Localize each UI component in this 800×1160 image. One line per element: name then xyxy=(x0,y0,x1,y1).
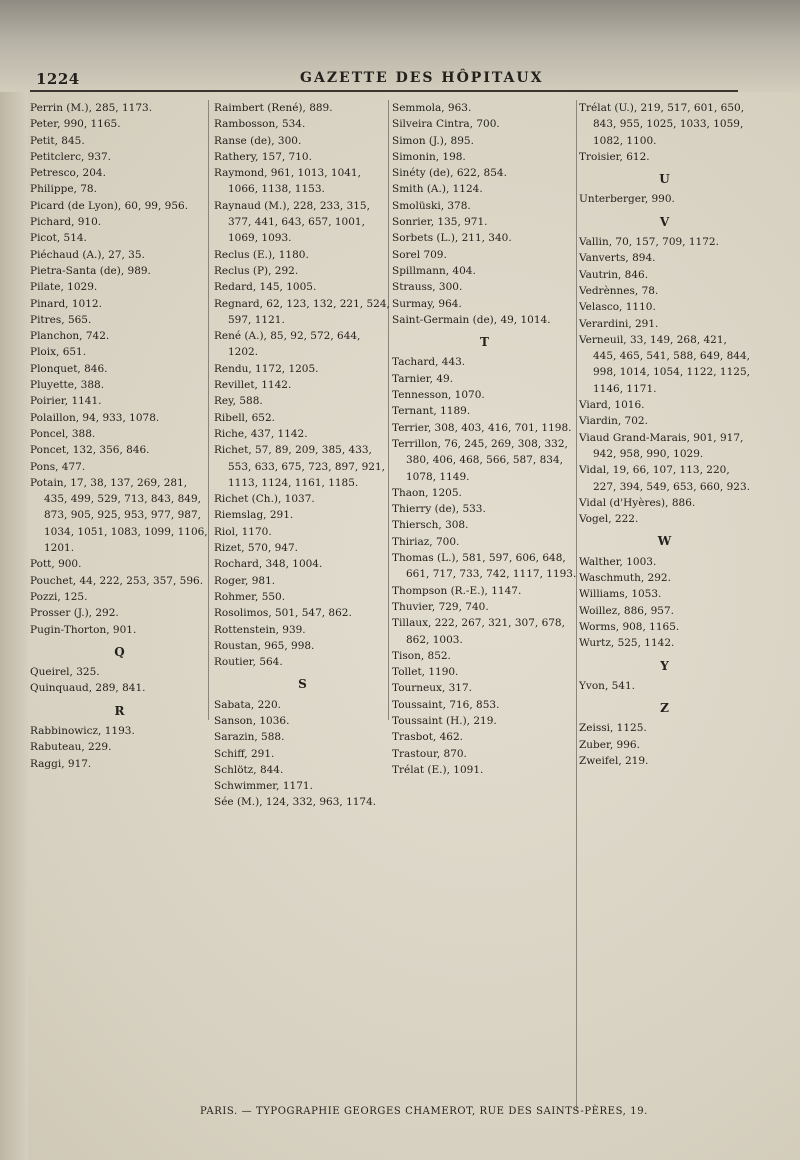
index-entry: Yvon, 541. xyxy=(579,679,636,692)
index-entry: Revillet, 1142. xyxy=(214,379,292,392)
index-entry: Vogel, 222. xyxy=(579,513,639,526)
index-entry: Tillaux, 222, 267, 321, 307, 678, 862, 1003. xyxy=(392,617,565,646)
index-entry: Verneuil, 33, 149, 268, 421, 445, 465, 541, 588, 649, 844, 998, 1014, 1054, 1122, 1125, 1146, 1171. xyxy=(579,333,750,395)
index-entry: Tollet, 1190. xyxy=(392,666,459,679)
index-entry: Rohmer, 550. xyxy=(214,590,286,603)
index-entry: Picard (de Lyon), 60, 99, 956. xyxy=(30,199,189,212)
index-entry: Troisier, 612. xyxy=(579,150,650,163)
index-entry: Poirier, 1141. xyxy=(30,395,102,408)
index-entry: Planchon, 742. xyxy=(30,330,110,343)
index-entry: Ranse (de), 300. xyxy=(214,134,302,147)
index-entry: Ribell, 652. xyxy=(214,411,275,424)
binding-edge xyxy=(0,0,28,1160)
index-entry: Toussaint (H.), 219. xyxy=(392,714,497,727)
index-column-4 xyxy=(579,100,751,769)
index-entry: Peter, 990, 1165. xyxy=(30,118,121,131)
index-entry: Riemslag, 291. xyxy=(214,509,294,522)
index-entry: Schiff, 291. xyxy=(214,747,275,760)
section-letter: Y xyxy=(660,658,670,673)
index-entry: Rottenstein, 939. xyxy=(214,623,306,636)
index-entry: Verardini, 291. xyxy=(579,317,659,330)
index-entry: Rey, 588. xyxy=(214,395,263,408)
index-entry: Silveira Cintra, 700. xyxy=(392,118,500,131)
index-entry: Thiersch, 308. xyxy=(392,519,469,532)
index-entry: Sorbets (L.), 211, 340. xyxy=(392,232,512,245)
index-entry: Sonrier, 135, 971. xyxy=(392,216,488,229)
index-entry: Rosolimos, 501, 547, 862. xyxy=(214,607,352,620)
index-entry: Sinéty (de), 622, 854. xyxy=(392,167,507,180)
page-number: 1224 xyxy=(36,70,80,88)
index-entry: Poncet, 132, 356, 846. xyxy=(30,444,150,457)
index-entry: Tennesson, 1070. xyxy=(392,389,485,402)
index-entry: Reclus (E.), 1180. xyxy=(214,248,309,261)
index-entry: Zweifel, 219. xyxy=(579,754,649,767)
index-entry: Ternant, 1189. xyxy=(392,405,471,418)
index-entry: Sabata, 220. xyxy=(214,698,281,711)
index-entry: Strauss, 300. xyxy=(392,281,463,294)
index-column-2 xyxy=(214,100,392,811)
index-entry: Woillez, 886, 957. xyxy=(579,604,674,617)
index-entry: Spillmann, 404. xyxy=(392,264,476,277)
index-entry: Regnard, 62, 123, 132, 221, 524, 597, 1121. xyxy=(214,297,390,326)
index-entry: Viaud Grand-Marais, 901, 917, 942, 958, 990, 1029. xyxy=(579,431,744,460)
index-entry: Roustan, 965, 998. xyxy=(214,639,315,652)
index-entry: Vanverts, 894. xyxy=(579,252,656,265)
header-rule xyxy=(30,90,738,92)
index-entry: Thomas (L.), 581, 597, 606, 648, 661, 717, 733, 742, 1117, 1193. xyxy=(392,552,577,581)
index-entry: Saint-Germain (de), 49, 1014. xyxy=(392,313,551,326)
index-entry: Toussaint, 716, 853. xyxy=(392,698,500,711)
index-entry: Riche, 437, 1142. xyxy=(214,427,308,440)
index-column-3 xyxy=(392,100,578,778)
section-letter: U xyxy=(659,172,671,187)
index-entry: Viardin, 702. xyxy=(579,415,648,428)
index-entry: Rizet, 570, 947. xyxy=(214,542,298,555)
index-entry: Walther, 1003. xyxy=(579,555,657,568)
index-entry: Pott, 900. xyxy=(30,558,82,571)
index-entry: Williams, 1053. xyxy=(579,588,662,601)
index-entry: Riol, 1170. xyxy=(214,525,272,538)
index-entry: Simon (J.), 895. xyxy=(392,134,474,147)
index-entry: Trastour, 870. xyxy=(392,747,467,760)
index-entry: Tarnier, 49. xyxy=(392,372,454,385)
section-letter: S xyxy=(298,677,308,692)
index-entry: Pouchet, 44, 222, 253, 357, 596. xyxy=(30,574,204,587)
section-letter: V xyxy=(659,214,671,229)
index-entry: Piéchaud (A.), 27, 35. xyxy=(30,248,145,261)
index-entry: Ploix, 651. xyxy=(30,346,87,359)
index-entry: Tachard, 443. xyxy=(392,356,466,369)
printer-imprint: PARIS. — TYPOGRAPHIE GEORGES CHAMEROT, RUE DES SAINTS-PÈRES, 19. xyxy=(200,1106,648,1117)
index-entry: Vedrènnes, 78. xyxy=(579,284,659,297)
section-letter: W xyxy=(657,534,673,549)
index-column-1 xyxy=(30,100,210,772)
index-entry: Worms, 908, 1165. xyxy=(579,620,680,633)
index-entry: Petresco, 204. xyxy=(30,167,106,180)
index-entry: Philippe, 78. xyxy=(30,183,97,196)
index-entry: Schlötz, 844. xyxy=(214,763,284,776)
section-letter: Q xyxy=(114,644,126,659)
index-entry: Thierry (de), 533. xyxy=(392,503,486,516)
index-entry: Rochard, 348, 1004. xyxy=(214,558,323,571)
index-entry: Polaillon, 94, 933, 1078. xyxy=(30,411,160,424)
index-entry: Pichard, 910. xyxy=(30,216,102,229)
index-entry: Perrin (M.), 285, 1173. xyxy=(30,102,153,114)
index-entry: Vautrin, 846. xyxy=(579,268,649,281)
index-entry: Prosser (J.), 292. xyxy=(30,607,119,620)
index-entry: Pietra-Santa (de), 989. xyxy=(30,264,151,277)
section-letter: R xyxy=(114,703,126,718)
index-entry: Zeissi, 1125. xyxy=(579,722,647,735)
index-entry: Wurtz, 525, 1142. xyxy=(579,637,675,650)
index-entry: Vidal, 19, 66, 107, 113, 220, 227, 394, 549, 653, 660, 923. xyxy=(579,464,750,493)
index-entry: Tourneux, 317. xyxy=(392,682,473,695)
index-entry: Waschmuth, 292. xyxy=(579,572,671,585)
index-entry: Pilate, 1029. xyxy=(30,281,98,294)
index-entry: Pitres, 565. xyxy=(30,313,92,326)
index-entry: Raggi, 917. xyxy=(30,757,92,770)
index-entry: Picot, 514. xyxy=(30,232,87,245)
journal-title: GAZETTE DES HÔPITAUX xyxy=(300,70,544,86)
index-entry: Raynaud (M.), 228, 233, 315, 377, 441, 643, 657, 1001, 1069, 1093. xyxy=(214,199,370,245)
index-entry: Unterberger, 990. xyxy=(579,193,675,206)
index-entry: Smolüski, 378. xyxy=(392,199,471,212)
index-entry: Schwimmer, 1171. xyxy=(214,780,313,793)
section-letter: Z xyxy=(660,701,670,716)
index-entry: Sarazin, 588. xyxy=(214,731,285,744)
index-entry: Pinard, 1012. xyxy=(30,297,102,310)
index-entry: Thompson (R.-E.), 1147. xyxy=(392,584,522,597)
index-entry: Petit, 845. xyxy=(30,134,85,147)
index-entry: Rathery, 157, 710. xyxy=(214,150,312,163)
index-entry: Quinquaud, 289, 841. xyxy=(30,682,146,695)
index-entry: Rabbinowicz, 1193. xyxy=(30,724,135,737)
index-entry: Tison, 852. xyxy=(392,649,451,662)
index-entry: Redard, 145, 1005. xyxy=(214,281,317,294)
index-entry: Potain, 17, 38, 137, 269, 281, 435, 499, 529, 713, 843, 849, 873, 905, 925, 953, 977, 987, 1034, 1051, 1083, 1099, 1106, 1201. xyxy=(30,476,208,555)
index-entry: Pozzi, 125. xyxy=(30,590,88,603)
index-entry: Thiriaz, 700. xyxy=(392,535,460,548)
index-entry: Velasco, 1110. xyxy=(579,301,656,314)
index-entry: Vidal (d'Hyères), 886. xyxy=(579,496,696,509)
index-entry: Petitclerc, 937. xyxy=(30,150,112,163)
index-entry: Smith (A.), 1124. xyxy=(392,183,483,196)
index-entry: Richet (Ch.), 1037. xyxy=(214,493,315,506)
index-entry: Queirel, 325. xyxy=(30,666,100,679)
index-entry: Pons, 477. xyxy=(30,460,86,473)
index-entry: Richet, 57, 89, 209, 385, 433, 553, 633, 675, 723, 897, 921, 1113, 1124, 1161, 1185. xyxy=(214,444,385,489)
index-entry: Semmola, 963. xyxy=(392,102,472,114)
index-entry: Reclus (P), 292. xyxy=(214,264,299,277)
index-entry: Sorel 709. xyxy=(392,248,447,261)
index-entry: Rabuteau, 229. xyxy=(30,741,112,754)
index-entry: Vallin, 70, 157, 709, 1172. xyxy=(579,236,719,249)
index-entry: Roger, 981. xyxy=(214,574,276,587)
index-entry: Pluyette, 388. xyxy=(30,379,105,392)
index-entry: Thuvier, 729, 740. xyxy=(392,600,489,613)
index-entry: Sanson, 1036. xyxy=(214,714,290,727)
index-entry: Trélat (U.), 219, 517, 601, 650, 843, 955, 1025, 1033, 1059, 1082, 1100. xyxy=(579,102,745,147)
index-entry: Trélat (E.), 1091. xyxy=(392,763,484,776)
index-entry: Rendu, 1172, 1205. xyxy=(214,362,319,375)
section-letter: T xyxy=(480,335,490,350)
index-entry: Terrillon, 76, 245, 269, 308, 332, 380, 406, 468, 566, 587, 834, 1078, 1149. xyxy=(392,437,568,483)
index-entry: Raymond, 961, 1013, 1041, 1066, 1138, 1153. xyxy=(214,167,361,196)
index-entry: Poncel, 388. xyxy=(30,427,96,440)
index-entry: René (A.), 85, 92, 572, 644, 1202. xyxy=(214,330,361,359)
index-entry: Trasbot, 462. xyxy=(392,731,463,744)
index-entry: Viard, 1016. xyxy=(579,399,645,412)
index-entry: Rambosson, 534. xyxy=(214,118,306,131)
index-entry: Zuber, 996. xyxy=(579,738,640,751)
index-entry: Sée (M.), 124, 332, 963, 1174. xyxy=(214,796,377,809)
index-entry: Routier, 564. xyxy=(214,656,283,669)
index-entry: Raimbert (René), 889. xyxy=(214,102,333,114)
index-entry: Surmay, 964. xyxy=(392,297,462,310)
index-entry: Terrier, 308, 403, 416, 701, 1198. xyxy=(392,421,572,434)
index-entry: Simonin, 198. xyxy=(392,150,466,163)
index-entry: Thaon, 1205. xyxy=(392,486,462,499)
index-entry: Pugin-Thorton, 901. xyxy=(30,623,137,636)
index-entry: Plonquet, 846. xyxy=(30,362,108,375)
